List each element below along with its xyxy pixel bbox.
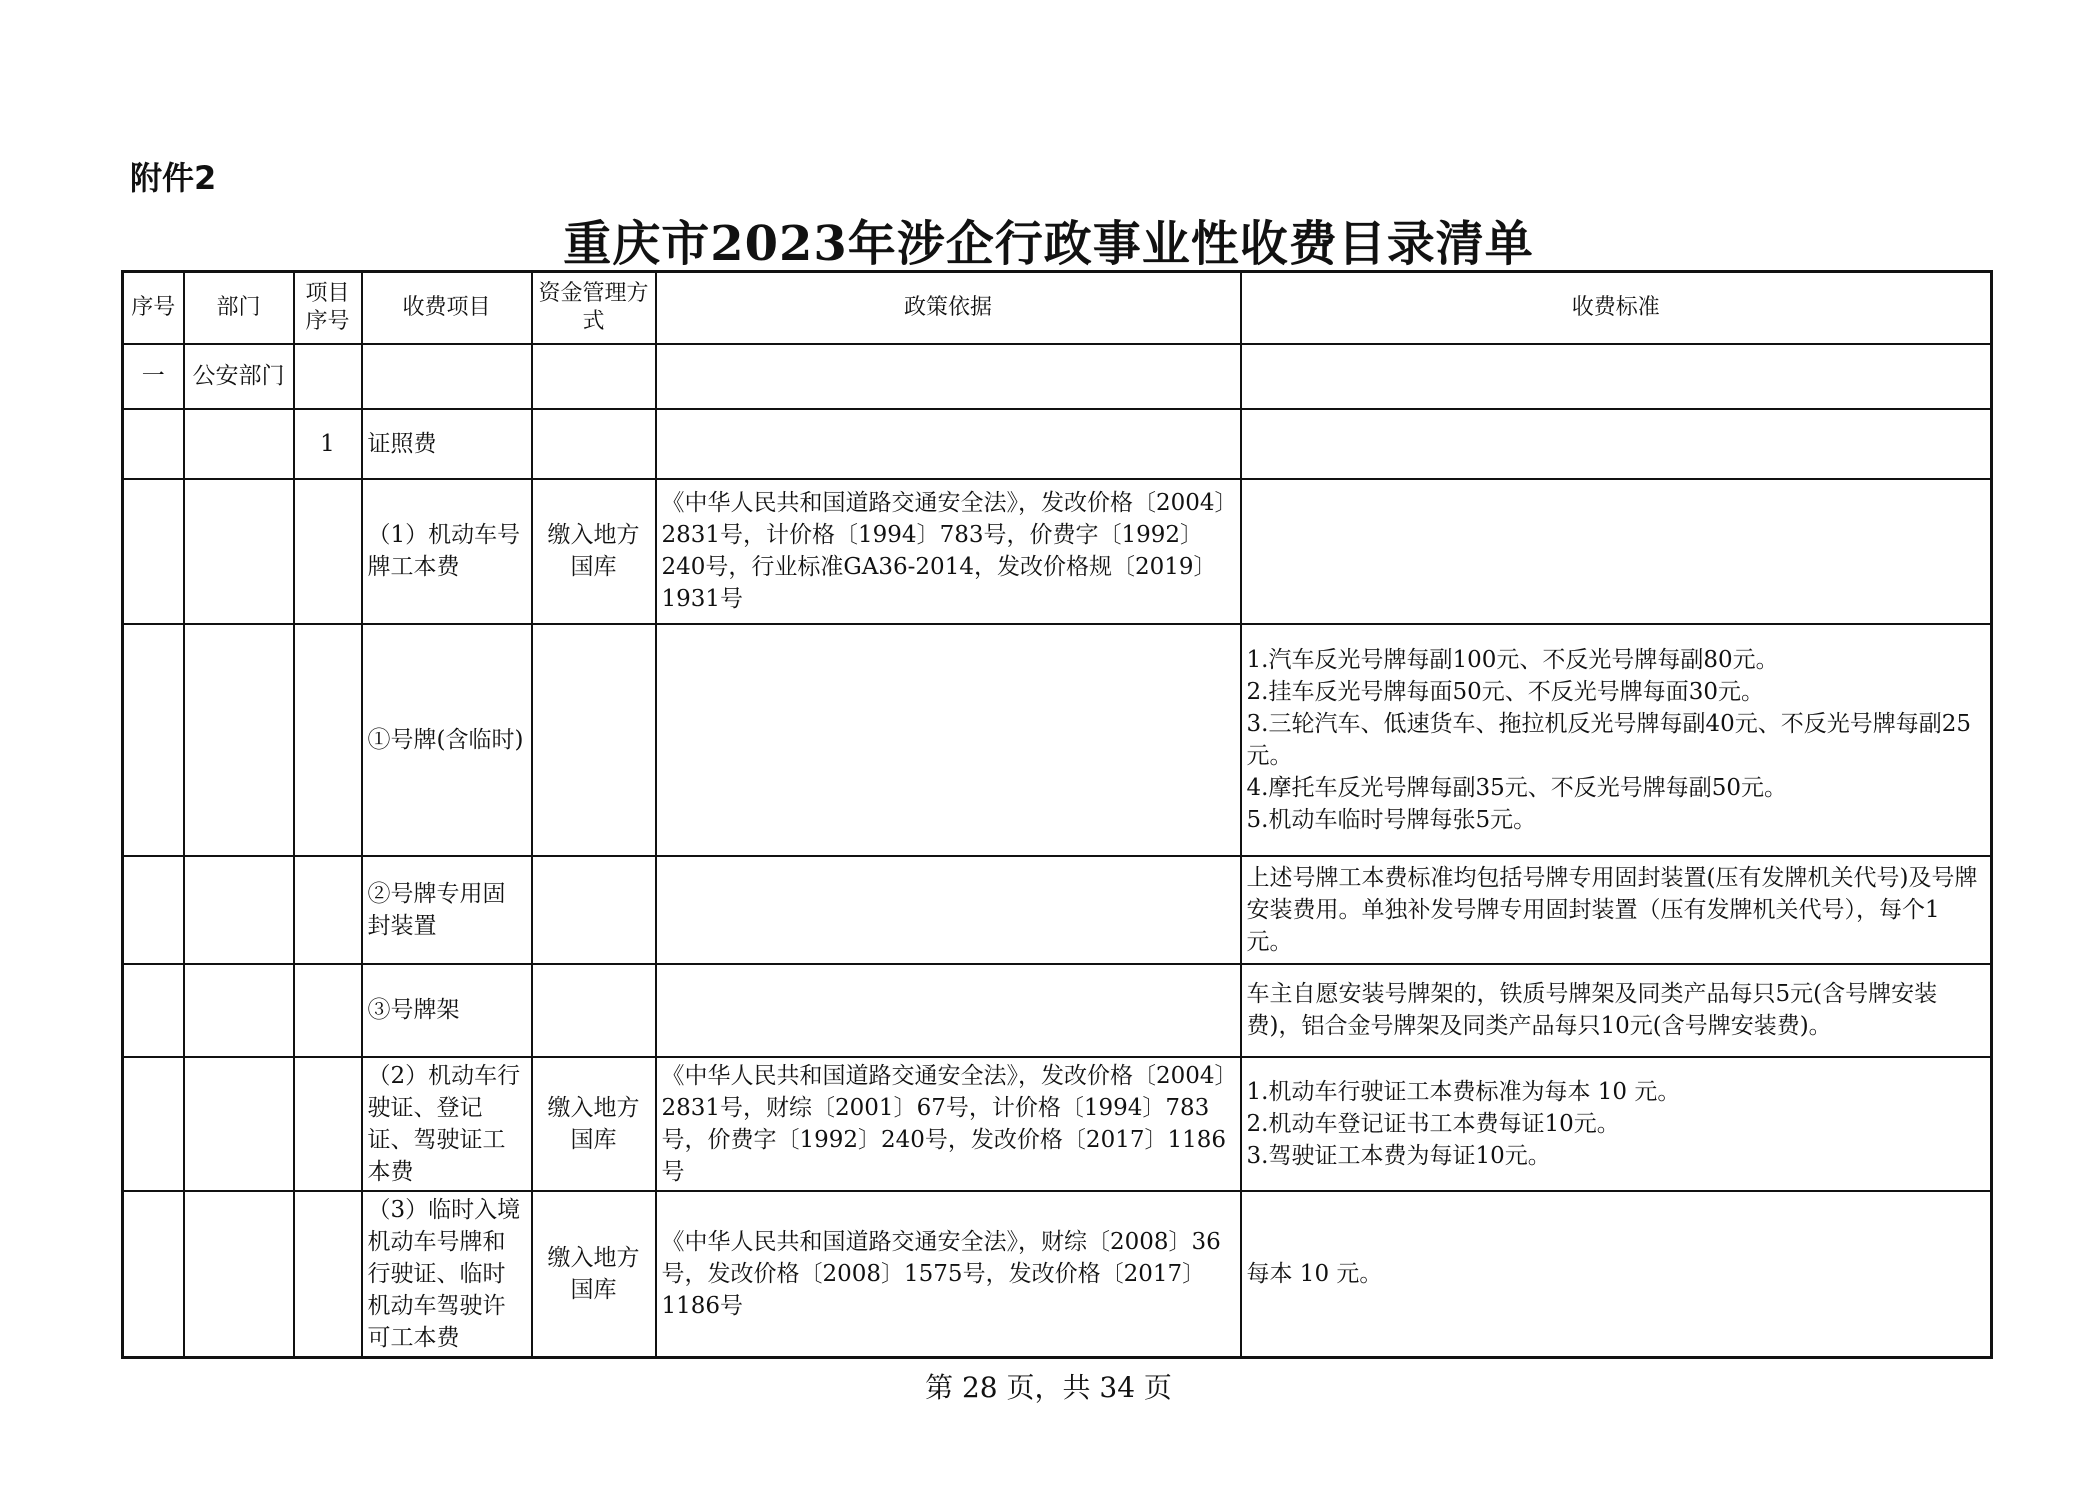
row-dept bbox=[184, 1057, 294, 1191]
row-fund: 缴入地方国库 bbox=[532, 1191, 656, 1358]
row-dept bbox=[184, 856, 294, 964]
row-item-seq bbox=[294, 344, 362, 409]
header-standard: 收费标准 bbox=[1241, 272, 1992, 344]
row-standard bbox=[1241, 479, 1992, 624]
row-seq bbox=[123, 856, 184, 964]
table-row bbox=[123, 1191, 1992, 1358]
row-standard bbox=[1241, 624, 1992, 856]
row-policy: 《中华人民共和国道路交通安全法》，财综〔2008〕36号，发改价格〔2008〕1575号，发改价格〔2017〕1186号 bbox=[656, 1191, 1241, 1358]
row-seq bbox=[123, 409, 184, 479]
row-fund bbox=[532, 624, 656, 856]
row-item-seq: 1 bbox=[294, 409, 362, 479]
row-item-seq bbox=[294, 479, 362, 624]
row-seq bbox=[123, 964, 184, 1057]
row-item-seq bbox=[294, 856, 362, 964]
standard-line: 车主自愿安装号牌架的，铁质号牌架及同类产品每只5元(含号牌安装费)，铝合金号牌架及同类产品每只10元(含号牌安装费)。 bbox=[1246, 981, 1938, 1039]
header-item: 收费项目 bbox=[362, 272, 532, 344]
row-seq: 一 bbox=[123, 344, 184, 409]
table-row bbox=[123, 624, 1992, 856]
attachment-label: 附件2 bbox=[130, 159, 217, 197]
row-item: ①号牌(含临时) bbox=[362, 624, 532, 856]
row-standard bbox=[1241, 856, 1992, 964]
standard-line: 3.驾驶证工本费为每证10元。 bbox=[1246, 1142, 1551, 1169]
row-policy bbox=[656, 964, 1241, 1057]
standard-line: 每本 10 元。 bbox=[1246, 1260, 1383, 1287]
row-dept bbox=[184, 479, 294, 624]
table-row bbox=[123, 964, 1992, 1057]
row-seq bbox=[123, 624, 184, 856]
fee-catalog-table bbox=[121, 270, 1993, 1359]
row-item: （2）机动车行驶证、登记证、驾驶证工本费 bbox=[362, 1057, 532, 1191]
standard-line: 2.机动车登记证书工本费每证10元。 bbox=[1246, 1110, 1620, 1137]
row-dept bbox=[184, 624, 294, 856]
row-item: ②号牌专用固封装置 bbox=[362, 856, 532, 964]
header-row bbox=[123, 272, 1992, 344]
row-item bbox=[362, 344, 532, 409]
row-item: 证照费 bbox=[362, 409, 532, 479]
standard-line: 上述号牌工本费标准均包括号牌专用固封装置(压有发牌机关代号)及号牌安装费用。单独补发号牌专用固封装置（压有发牌机关代号），每个1元。 bbox=[1246, 864, 1978, 955]
row-dept bbox=[184, 964, 294, 1057]
row-seq bbox=[123, 479, 184, 624]
row-seq bbox=[123, 1057, 184, 1191]
standard-line: 2.挂车反光号牌每面50元、不反光号牌每面30元。 bbox=[1246, 678, 1764, 705]
row-policy: 《中华人民共和国道路交通安全法》，发改价格〔2004〕2831号，财综〔2001〕67号，计价格〔1994〕783号，价费字〔1992〕240号，发改价格〔2017〕1186号 bbox=[656, 1057, 1241, 1191]
row-fund bbox=[532, 409, 656, 479]
table-row bbox=[123, 344, 1992, 409]
row-item-seq bbox=[294, 1057, 362, 1191]
table-row bbox=[123, 409, 1992, 479]
row-policy bbox=[656, 856, 1241, 964]
header-fund-mgmt: 资金管理方式 bbox=[532, 272, 656, 344]
row-item-seq bbox=[294, 1191, 362, 1358]
row-policy bbox=[656, 409, 1241, 479]
row-dept: 公安部门 bbox=[184, 344, 294, 409]
row-fund: 缴入地方国库 bbox=[532, 479, 656, 624]
header-seq: 序号 bbox=[123, 272, 184, 344]
row-standard bbox=[1241, 1057, 1992, 1191]
table-row bbox=[123, 479, 1992, 624]
row-dept bbox=[184, 409, 294, 479]
standard-line: 1.汽车反光号牌每副100元、不反光号牌每副80元。 bbox=[1246, 646, 1779, 673]
header-item-seq: 项目序号 bbox=[294, 272, 362, 344]
header-dept: 部门 bbox=[184, 272, 294, 344]
row-item-seq bbox=[294, 624, 362, 856]
row-dept bbox=[184, 1191, 294, 1358]
row-item: （1）机动车号牌工本费 bbox=[362, 479, 532, 624]
row-policy: 《中华人民共和国道路交通安全法》，发改价格〔2004〕2831号，计价格〔1994〕783号，价费字〔1992〕240号，行业标准GA36-2014，发改价格规〔2019〕1931号 bbox=[656, 479, 1241, 624]
row-policy bbox=[656, 344, 1241, 409]
standard-line: 3.三轮汽车、低速货车、拖拉机反光号牌每副40元、不反光号牌每副25元。 bbox=[1246, 710, 1971, 769]
standard-line: 4.摩托车反光号牌每副35元、不反光号牌每副50元。 bbox=[1246, 774, 1787, 801]
table-row bbox=[123, 856, 1992, 964]
standard-line: 1.机动车行驶证工本费标准为每本 10 元。 bbox=[1246, 1078, 1681, 1105]
standard-line: 5.机动车临时号牌每张5元。 bbox=[1246, 806, 1537, 833]
header-policy: 政策依据 bbox=[656, 272, 1241, 344]
row-fund: 缴入地方国库 bbox=[532, 1057, 656, 1191]
row-standard bbox=[1241, 1191, 1992, 1358]
row-standard bbox=[1241, 344, 1992, 409]
row-item: （3）临时入境机动车号牌和行驶证、临时机动车驾驶许可工本费 bbox=[362, 1191, 532, 1358]
row-fund bbox=[532, 856, 656, 964]
row-standard bbox=[1241, 409, 1992, 479]
row-fund bbox=[532, 964, 656, 1057]
row-seq bbox=[123, 1191, 184, 1358]
table-row bbox=[123, 1057, 1992, 1191]
document-title: 重庆市2023年涉企行政事业性收费目录清单 bbox=[563, 216, 1534, 272]
row-fund bbox=[532, 344, 656, 409]
row-item-seq bbox=[294, 964, 362, 1057]
row-standard bbox=[1241, 964, 1992, 1057]
row-policy bbox=[656, 624, 1241, 856]
row-item: ③号牌架 bbox=[362, 964, 532, 1057]
page-number: 第 28 页，共 34 页 bbox=[925, 1371, 1172, 1404]
